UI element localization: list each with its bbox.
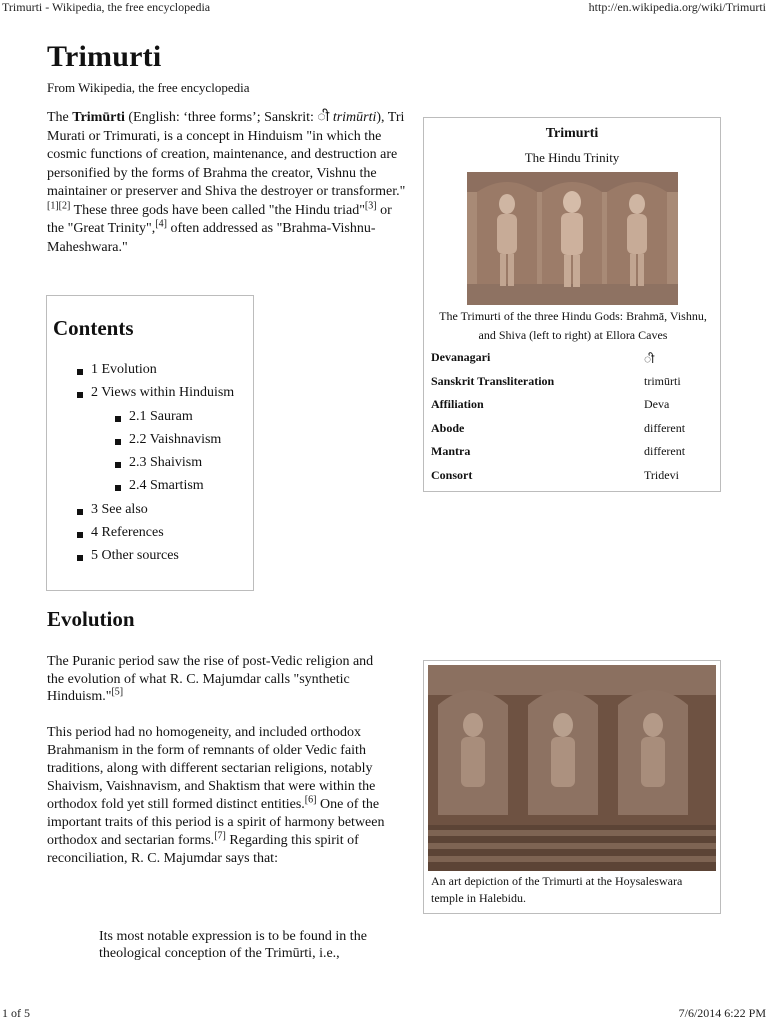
print-header-url: http://en.wikipedia.org/wiki/Trimurti: [588, 0, 766, 14]
site-subtitle: From Wikipedia, the free encyclopedia: [47, 80, 250, 95]
evolution-paragraph-2: This period had no homogeneity, and included orthodox Brahmanism in the form of remnants of older Vedic faith traditions, along with different sectarian religions, notably Shaivism, Vaishnavism, and Shaktism that were within the orthodox fold yet still formed distinct entities.[6] One of the important traits of this period is a spirit of harmony between orthodox and sectarian forms.[7] Regarding this spirit of reconciliation, R. C. Majumdar says that:: [47, 725, 385, 866]
citation-link[interactable]: [3]: [364, 199, 377, 211]
transliteration-italic: trimūrti: [332, 110, 377, 125]
citation-link[interactable]: [6]: [304, 794, 317, 806]
citation-link[interactable]: [1]: [47, 199, 59, 211]
infobox-table: [431, 347, 716, 489]
infobox-title: Trimurti: [545, 126, 599, 141]
bullet-icon: [77, 555, 83, 561]
print-date: 7/6/2014 6:22 PM: [678, 1006, 766, 1020]
citation-link[interactable]: [4]: [155, 218, 167, 230]
bullet-icon: [77, 392, 83, 398]
bullet-icon: [77, 532, 83, 538]
bullet-icon: [77, 369, 83, 375]
thumbnail-caption: An art depiction of the Trimurti at the Hoysaleswara temple in Halebidu.: [431, 874, 683, 905]
toc-title: Contents: [53, 316, 134, 340]
hoysaleswara-image[interactable]: [428, 665, 716, 871]
temple-relief-image: [428, 665, 716, 871]
citation-link[interactable]: [7]: [214, 830, 226, 842]
bullet-icon: [115, 416, 121, 422]
section-heading-evolution: Evolution: [47, 607, 135, 631]
page-title: Trimurti: [47, 40, 162, 73]
bullet-icon: [115, 462, 121, 468]
infobox-row: Devanagari ी: [431, 350, 655, 366]
citation-link[interactable]: [5]: [111, 686, 124, 698]
infobox-caption: The Trimurti of the three Hindu Gods: Brahmā, Vishnu, and Shiva (left to right) at Ellora Caves: [439, 309, 707, 342]
infobox-row: Abode different: [431, 420, 686, 435]
lead-paragraph: The Trimūrti (English: ‘three forms’; Sanskrit: ी trimūrti), Tri Murati or Trimurati, is a concept in Hinduism "in which the cosmic functions of creation, maintenance, and destruction are personified by the forms of Brahma the creator, Vishnu the maintainer or preserver and Shiva the destroyer or transformer."[1][2] These three gods have been called "the Hindu triad"[3] or the "Great Trinity",[4] often addressed as "Brahma-Vishnu-Maheshwara.": [47, 110, 406, 255]
bullet-icon: [115, 439, 121, 445]
infobox: [423, 117, 721, 492]
citation-link[interactable]: [2]: [58, 199, 71, 211]
term-bold: Trimūrti: [72, 110, 125, 125]
infobox-row: Mantra different: [431, 444, 686, 459]
thumbnail-figure: [423, 660, 721, 914]
infobox-row: Consort Tridevi: [431, 467, 679, 482]
infobox-subtitle: The Hindu Trinity: [524, 150, 620, 165]
ellora-trimurti-image[interactable]: [467, 172, 678, 305]
bullet-icon: [77, 509, 83, 515]
print-header-title: Trimurti - Wikipedia, the free encyclopedia: [2, 0, 211, 14]
relief-carving-image: [467, 172, 678, 305]
bullet-icon: [115, 485, 121, 491]
devanagari-text: ी: [317, 110, 330, 125]
evolution-paragraph-1: The Puranic period saw the rise of post-Vedic religion and the evolution of what R. C. Majumdar calls "synthetic Hinduism."[5]: [47, 654, 374, 704]
table-of-contents: Contents 1 Evolution 2 Views within Hinduism 2.1 Sauram 2.2 Vaishnavism 2.3 Shaivism 2.4 Smartism 3 See also 4 References 5 Other sources: [46, 295, 254, 591]
infobox-row: Affiliation Deva: [431, 397, 670, 412]
infobox-row: Sanskrit Transliteration trimūrti: [431, 373, 681, 388]
block-quote: Its most notable expression is to be found in the theological conception of the Trimūrti, i.e.,: [99, 929, 367, 961]
page-number: 1 of 5: [2, 1006, 30, 1020]
